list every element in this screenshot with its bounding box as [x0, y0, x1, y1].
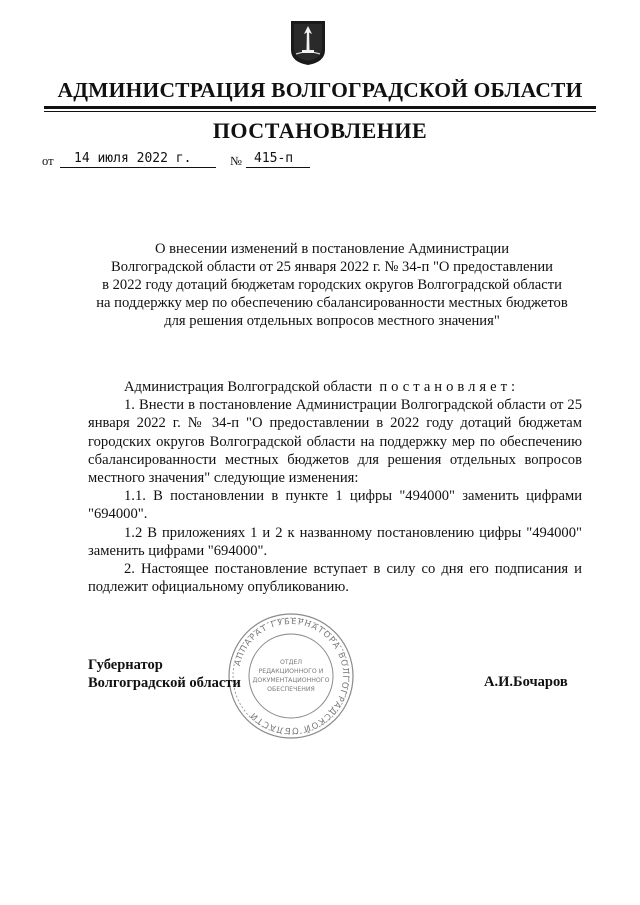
header-rule-thick — [44, 106, 596, 109]
official-stamp — [226, 612, 356, 740]
number-prefix: № — [230, 154, 242, 168]
paragraph-2: 2. Настоящее постановление вступает в силу со дня его подписания и подлежит официальному опубликованию. — [88, 561, 582, 596]
date-prefix: от — [42, 154, 54, 168]
stamp-inner-line: РЕДАКЦИОННОГО И — [258, 668, 324, 675]
stamp-inner-line: ОТДЕЛ — [279, 659, 303, 666]
title-line: на поддержку мер по обеспечению сбалансированности местных бюджетов — [96, 295, 568, 311]
title-line: О внесении изменений в постановление Администрации — [154, 241, 510, 257]
signatory-name: А.И.Бочаров — [484, 674, 568, 690]
volgograd-coat-of-arms-icon — [290, 20, 326, 66]
stamp-outer-text: АППАРАТ ГУБЕРНАТОРА ВОЛГОГРАДСКОЙ ОБЛАСТИ — [232, 615, 352, 737]
document-type: ПОСТАНОВЛЕНИЕ — [212, 118, 428, 143]
title-line: Волгоградской области от 25 января 2022 г. № 34-п "О предоставлении — [111, 259, 553, 275]
organization-name: АДМИНИСТРАЦИЯ ВОЛГОГРАДСКОЙ ОБЛАСТИ — [57, 78, 583, 102]
document-title — [80, 240, 584, 330]
title-line: для решения отдельных вопросов местного значения" — [164, 313, 500, 329]
position-line: Губернатор — [88, 657, 163, 673]
paragraph-1-1: 1.1. В постановлении в пункте 1 цифры "494000" заменить цифрами "694000". — [88, 488, 582, 523]
signatory-position — [88, 656, 241, 692]
document-body — [88, 378, 582, 596]
paragraph-1: 1. Внести в постановление Администрации Волгоградской области от 25 января 2022 г. № 34-п "О предоставлении в 2022 году дотаций бюджетам городских округов Волгоградской области на поддержку мер по обеспечению сбалансированности местных бюджетов для решения отдельных вопросов местного значения" следующие изменения: — [88, 397, 582, 487]
preamble-subject: Администрация Волгоградской области — [124, 379, 373, 395]
preamble-verb: постановляет: — [379, 379, 520, 395]
document-date: 14 июля 2022 г. — [60, 151, 216, 168]
header-rule-thin — [44, 111, 596, 112]
paragraph-1-2: 1.2 В приложениях 1 и 2 к названному постановлению цифры "494000" заменить цифрами "694000". — [88, 524, 582, 559]
document-number: 415-п — [246, 151, 310, 168]
stamp-inner-line: ДОКУМЕНТАЦИОННОГО — [252, 677, 330, 684]
stamp-inner-line: ОБЕСПЕЧЕНИЯ — [267, 686, 315, 693]
preamble — [88, 378, 582, 396]
position-line: Волгоградской области — [88, 675, 241, 691]
date-number-line — [42, 151, 602, 171]
title-line: в 2022 году дотаций бюджетам городских округов Волгоградской области — [102, 277, 562, 293]
